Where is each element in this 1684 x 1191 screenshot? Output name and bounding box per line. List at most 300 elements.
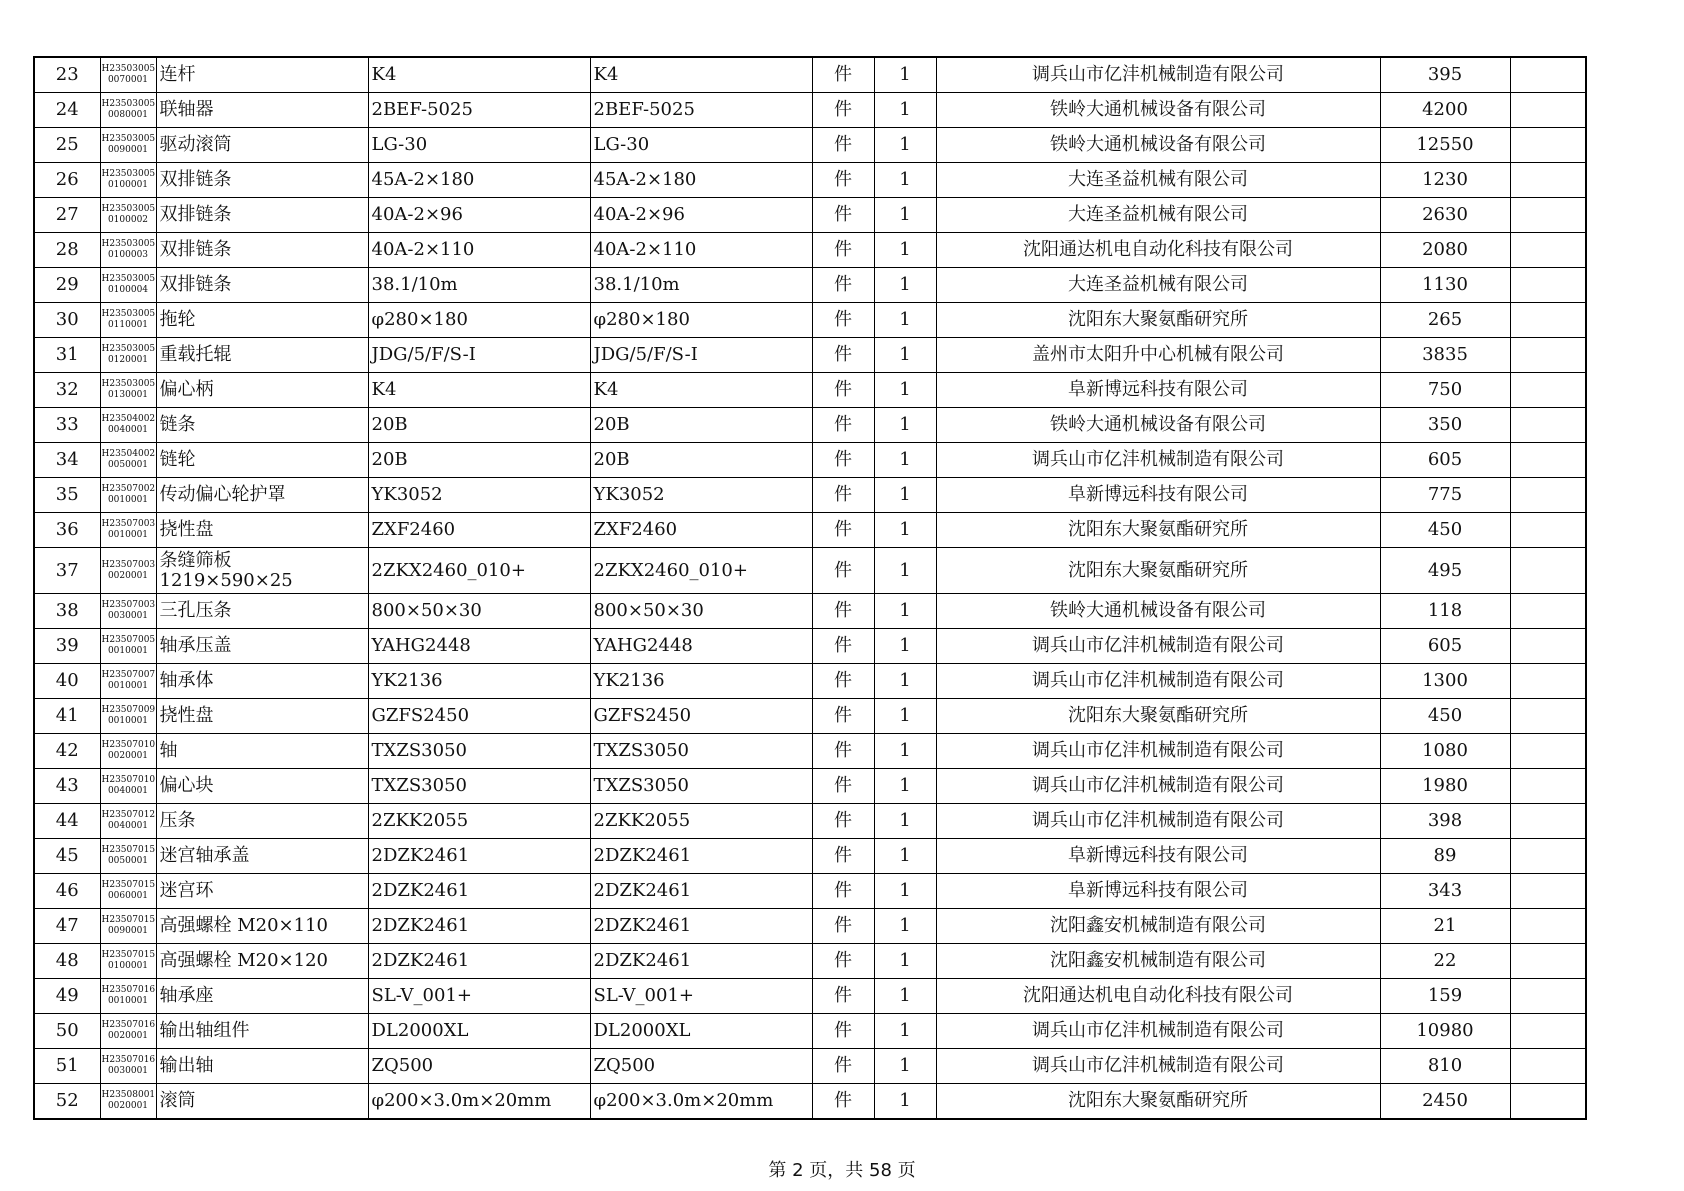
quantity-cell: 1 (874, 874, 936, 909)
part-name-cell: 双排链条 (156, 198, 368, 233)
material-code-cell (100, 338, 156, 373)
price-cell: 12550 (1380, 128, 1510, 163)
material-code-part: 0130001 (107, 390, 149, 400)
material-code-cell (100, 408, 156, 443)
table-row (34, 198, 1586, 233)
supplier-cell: 调兵山市亿沣机械制造有限公司 (936, 629, 1380, 664)
material-code-part: H23507003 (101, 600, 156, 610)
material-code-part: H23503005 (101, 99, 156, 109)
supplier-cell: 调兵山市亿沣机械制造有限公司 (936, 1014, 1380, 1049)
material-code-part: 0040001 (107, 425, 149, 435)
model-cell: 45A-2×180 (590, 163, 812, 198)
table-row (34, 478, 1586, 513)
supplier-cell: 调兵山市亿沣机械制造有限公司 (936, 734, 1380, 769)
quantity-cell: 1 (874, 478, 936, 513)
table-row (34, 233, 1586, 268)
model-cell: 40A-2×110 (590, 233, 812, 268)
price-cell: 450 (1380, 699, 1510, 734)
supplier-cell: 大连圣益机械有限公司 (936, 268, 1380, 303)
price-cell: 265 (1380, 303, 1510, 338)
row-number-cell: 27 (34, 198, 100, 233)
quantity-cell: 1 (874, 804, 936, 839)
material-code-cell (100, 629, 156, 664)
quantity-cell: 1 (874, 93, 936, 128)
material-code-part: H23507012 (101, 810, 156, 820)
price-cell: 89 (1380, 839, 1510, 874)
supplier-cell: 阜新博远科技有限公司 (936, 874, 1380, 909)
price-cell: 2450 (1380, 1084, 1510, 1120)
row-number-cell: 49 (34, 979, 100, 1014)
spec-cell: ZXF2460 (368, 513, 590, 548)
quantity-cell: 1 (874, 769, 936, 804)
material-code-cell (100, 1084, 156, 1120)
material-code-part: 0040001 (107, 786, 149, 796)
quantity-cell: 1 (874, 944, 936, 979)
part-name-cell: 传动偏心轮护罩 (156, 478, 368, 513)
spec-cell: 2DZK2461 (368, 874, 590, 909)
note-cell (1510, 93, 1586, 128)
supplier-cell: 大连圣益机械有限公司 (936, 163, 1380, 198)
model-cell: YK2136 (590, 664, 812, 699)
part-name-cell: 高强螺栓 M20×120 (156, 944, 368, 979)
quantity-cell: 1 (874, 198, 936, 233)
material-code-cell (100, 513, 156, 548)
unit-cell: 件 (812, 909, 874, 944)
model-cell: LG-30 (590, 128, 812, 163)
supplier-cell: 阜新博远科技有限公司 (936, 839, 1380, 874)
material-code-cell (100, 944, 156, 979)
note-cell (1510, 443, 1586, 478)
material-code-cell (100, 233, 156, 268)
supplier-cell: 沈阳东大聚氨酯研究所 (936, 303, 1380, 338)
model-cell: 2BEF-5025 (590, 93, 812, 128)
model-cell: 2ZKK2055 (590, 804, 812, 839)
part-name-cell: 重载托辊 (156, 338, 368, 373)
supplier-cell: 沈阳通达机电自动化科技有限公司 (936, 979, 1380, 1014)
table-row (34, 443, 1586, 478)
price-cell: 1980 (1380, 769, 1510, 804)
row-number-cell: 50 (34, 1014, 100, 1049)
unit-cell: 件 (812, 57, 874, 93)
unit-cell: 件 (812, 338, 874, 373)
note-cell (1510, 198, 1586, 233)
model-cell: TXZS3050 (590, 734, 812, 769)
row-number-cell: 52 (34, 1084, 100, 1120)
row-number-cell: 47 (34, 909, 100, 944)
price-cell: 750 (1380, 373, 1510, 408)
price-cell: 810 (1380, 1049, 1510, 1084)
table-row (34, 1084, 1586, 1120)
table-row (34, 699, 1586, 734)
quantity-cell: 1 (874, 734, 936, 769)
material-code-cell (100, 699, 156, 734)
material-code-cell (100, 373, 156, 408)
part-name-cell: 连杆 (156, 57, 368, 93)
table-row (34, 57, 1586, 93)
quantity-cell: 1 (874, 443, 936, 478)
material-code-part: 0090001 (107, 145, 149, 155)
row-number-cell: 23 (34, 57, 100, 93)
model-cell: 2ZKX2460_010+ (590, 548, 812, 594)
model-cell: ZXF2460 (590, 513, 812, 548)
table-row (34, 769, 1586, 804)
material-code-part: 0070001 (107, 75, 149, 85)
quantity-cell: 1 (874, 373, 936, 408)
row-number-cell: 38 (34, 594, 100, 629)
price-cell: 2630 (1380, 198, 1510, 233)
material-code-part: H23507016 (101, 1020, 156, 1030)
material-code-part: 0040001 (107, 821, 149, 831)
part-name-cell: 轴 (156, 734, 368, 769)
material-code-part: H23507009 (101, 705, 156, 715)
material-code-part: 0010001 (107, 681, 149, 691)
row-number-cell: 25 (34, 128, 100, 163)
note-cell (1510, 594, 1586, 629)
model-cell: 2DZK2461 (590, 909, 812, 944)
material-code-part: 0020001 (107, 1101, 149, 1111)
spec-cell: JDG/5/F/S-I (368, 338, 590, 373)
row-number-cell: 43 (34, 769, 100, 804)
price-cell: 159 (1380, 979, 1510, 1014)
table-row (34, 804, 1586, 839)
supplier-cell: 调兵山市亿沣机械制造有限公司 (936, 769, 1380, 804)
row-number-cell: 46 (34, 874, 100, 909)
note-cell (1510, 769, 1586, 804)
model-cell: 38.1/10m (590, 268, 812, 303)
model-cell: φ280×180 (590, 303, 812, 338)
table-row (34, 128, 1586, 163)
table-row (34, 594, 1586, 629)
model-cell: TXZS3050 (590, 769, 812, 804)
note-cell (1510, 57, 1586, 93)
spec-cell: 38.1/10m (368, 268, 590, 303)
supplier-cell: 调兵山市亿沣机械制造有限公司 (936, 664, 1380, 699)
row-number-cell: 41 (34, 699, 100, 734)
spec-cell: ZQ500 (368, 1049, 590, 1084)
material-code-part: H23503005 (101, 64, 156, 74)
unit-cell: 件 (812, 128, 874, 163)
quantity-cell: 1 (874, 303, 936, 338)
spec-cell: YAHG2448 (368, 629, 590, 664)
spec-cell: 800×50×30 (368, 594, 590, 629)
material-code-part: H23507016 (101, 1055, 156, 1065)
note-cell (1510, 979, 1586, 1014)
table-row (34, 979, 1586, 1014)
unit-cell: 件 (812, 443, 874, 478)
material-code-part: H23503005 (101, 134, 156, 144)
material-code-cell (100, 909, 156, 944)
price-cell: 398 (1380, 804, 1510, 839)
unit-cell: 件 (812, 699, 874, 734)
supplier-cell: 沈阳东大聚氨酯研究所 (936, 1084, 1380, 1120)
material-code-part: H23507015 (101, 950, 156, 960)
price-cell: 1230 (1380, 163, 1510, 198)
spec-cell: DL2000XL (368, 1014, 590, 1049)
quantity-cell: 1 (874, 594, 936, 629)
note-cell (1510, 804, 1586, 839)
price-cell: 350 (1380, 408, 1510, 443)
note-cell (1510, 338, 1586, 373)
part-name-cell: 链轮 (156, 443, 368, 478)
material-code-part: H23508001 (101, 1090, 156, 1100)
note-cell (1510, 1014, 1586, 1049)
unit-cell: 件 (812, 198, 874, 233)
spec-cell: 2ZKK2055 (368, 804, 590, 839)
spec-cell: K4 (368, 373, 590, 408)
unit-cell: 件 (812, 839, 874, 874)
spec-cell: YK3052 (368, 478, 590, 513)
part-name-cell: 拖轮 (156, 303, 368, 338)
material-code-part: H23504002 (101, 449, 156, 459)
model-cell: K4 (590, 373, 812, 408)
supplier-cell: 铁岭大通机械设备有限公司 (936, 408, 1380, 443)
material-code-part: H23507003 (101, 559, 156, 570)
table-body (34, 57, 1586, 1119)
table-row (34, 338, 1586, 373)
row-number-cell: 34 (34, 443, 100, 478)
note-cell (1510, 909, 1586, 944)
material-code-part: H23507015 (101, 915, 156, 925)
model-cell: 2DZK2461 (590, 944, 812, 979)
material-code-cell (100, 128, 156, 163)
model-cell: ZQ500 (590, 1049, 812, 1084)
spec-cell: 2DZK2461 (368, 839, 590, 874)
supplier-cell: 沈阳东大聚氨酯研究所 (936, 513, 1380, 548)
material-code-cell (100, 443, 156, 478)
supplier-cell: 沈阳东大聚氨酯研究所 (936, 699, 1380, 734)
material-code-part: H23507010 (101, 740, 156, 750)
unit-cell: 件 (812, 93, 874, 128)
note-cell (1510, 874, 1586, 909)
note-cell (1510, 699, 1586, 734)
material-code-part: 0020001 (107, 570, 149, 581)
quantity-cell: 1 (874, 268, 936, 303)
supplier-cell: 调兵山市亿沣机械制造有限公司 (936, 57, 1380, 93)
note-cell (1510, 303, 1586, 338)
unit-cell: 件 (812, 233, 874, 268)
row-number-cell: 39 (34, 629, 100, 664)
row-number-cell: 37 (34, 548, 100, 594)
model-cell: 20B (590, 408, 812, 443)
part-name-cell: 高强螺栓 M20×110 (156, 909, 368, 944)
spec-cell: φ280×180 (368, 303, 590, 338)
price-cell: 343 (1380, 874, 1510, 909)
material-code-cell (100, 1014, 156, 1049)
price-cell: 22 (1380, 944, 1510, 979)
note-cell (1510, 268, 1586, 303)
note-cell (1510, 408, 1586, 443)
material-code-part: 0010001 (107, 996, 149, 1006)
material-code-cell (100, 268, 156, 303)
quantity-cell: 1 (874, 163, 936, 198)
material-code-part: 0060001 (107, 891, 149, 901)
material-code-part: 0050001 (107, 856, 149, 866)
material-code-part: 0080001 (107, 110, 149, 120)
quantity-cell: 1 (874, 128, 936, 163)
material-code-cell (100, 1049, 156, 1084)
price-cell: 21 (1380, 909, 1510, 944)
model-cell: 2DZK2461 (590, 839, 812, 874)
material-code-part: H23503005 (101, 169, 156, 179)
note-cell (1510, 944, 1586, 979)
supplier-cell: 沈阳鑫安机械制造有限公司 (936, 944, 1380, 979)
material-code-part: 0100003 (107, 250, 149, 260)
model-cell: 40A-2×96 (590, 198, 812, 233)
table-row (34, 163, 1586, 198)
part-name-cell: 压条 (156, 804, 368, 839)
material-code-cell (100, 57, 156, 93)
table-row (34, 93, 1586, 128)
material-code-part: H23507005 (101, 635, 156, 645)
row-number-cell: 28 (34, 233, 100, 268)
part-name-cell: 输出轴组件 (156, 1014, 368, 1049)
spec-cell: LG-30 (368, 128, 590, 163)
quantity-cell: 1 (874, 629, 936, 664)
row-number-cell: 32 (34, 373, 100, 408)
material-code-part: 0100004 (107, 285, 149, 295)
material-code-part: H23503005 (101, 239, 156, 249)
quantity-cell: 1 (874, 1014, 936, 1049)
row-number-cell: 24 (34, 93, 100, 128)
material-code-part: 0020001 (107, 1031, 149, 1041)
note-cell (1510, 1049, 1586, 1084)
material-code-part: H23503005 (101, 344, 156, 354)
quantity-cell: 1 (874, 909, 936, 944)
material-code-cell (100, 163, 156, 198)
material-code-part: 0010001 (107, 646, 149, 656)
material-code-part: 0120001 (107, 355, 149, 365)
part-name-cell: 输出轴 (156, 1049, 368, 1084)
spec-cell: 20B (368, 408, 590, 443)
material-code-part: H23507002 (101, 484, 156, 494)
supplier-cell: 阜新博远科技有限公司 (936, 478, 1380, 513)
spec-cell: TXZS3050 (368, 769, 590, 804)
material-code-part: H23507016 (101, 985, 156, 995)
material-code-cell (100, 303, 156, 338)
table-row (34, 303, 1586, 338)
unit-cell: 件 (812, 513, 874, 548)
part-name-cell: 轴承座 (156, 979, 368, 1014)
row-number-cell: 36 (34, 513, 100, 548)
material-code-cell (100, 93, 156, 128)
material-code-cell (100, 769, 156, 804)
supplier-cell: 铁岭大通机械设备有限公司 (936, 594, 1380, 629)
material-code-part: 0110001 (107, 320, 149, 330)
price-cell: 495 (1380, 548, 1510, 594)
model-cell: DL2000XL (590, 1014, 812, 1049)
unit-cell: 件 (812, 408, 874, 443)
unit-cell: 件 (812, 373, 874, 408)
table-row (34, 1014, 1586, 1049)
material-code-part: 0100001 (107, 961, 149, 971)
material-code-part: H23507003 (101, 519, 156, 529)
unit-cell: 件 (812, 1014, 874, 1049)
material-code-part: 0090001 (107, 926, 149, 936)
quantity-cell: 1 (874, 513, 936, 548)
table-row (34, 734, 1586, 769)
spec-cell: 45A-2×180 (368, 163, 590, 198)
spec-cell: 40A-2×96 (368, 198, 590, 233)
page-footer: 第 2 页，共 58 页 (768, 1160, 916, 1181)
unit-cell: 件 (812, 664, 874, 699)
note-cell (1510, 373, 1586, 408)
part-name-cell: 滚筒 (156, 1084, 368, 1120)
material-code-part: H23507007 (101, 670, 156, 680)
model-cell: 20B (590, 443, 812, 478)
spec-cell: 2DZK2461 (368, 944, 590, 979)
model-cell: 2DZK2461 (590, 874, 812, 909)
quantity-cell: 1 (874, 664, 936, 699)
material-code-part: 0050001 (107, 460, 149, 470)
spec-cell: 40A-2×110 (368, 233, 590, 268)
supplier-cell: 调兵山市亿沣机械制造有限公司 (936, 443, 1380, 478)
material-code-part: H23503005 (101, 274, 156, 284)
supplier-cell: 调兵山市亿沣机械制造有限公司 (936, 804, 1380, 839)
part-name-cell: 双排链条 (156, 233, 368, 268)
unit-cell: 件 (812, 769, 874, 804)
material-code-part: H23503005 (101, 309, 156, 319)
unit-cell: 件 (812, 629, 874, 664)
quantity-cell: 1 (874, 1084, 936, 1120)
note-cell (1510, 233, 1586, 268)
table-row (34, 839, 1586, 874)
row-number-cell: 35 (34, 478, 100, 513)
row-number-cell: 40 (34, 664, 100, 699)
supplier-cell: 铁岭大通机械设备有限公司 (936, 93, 1380, 128)
price-cell: 1300 (1380, 664, 1510, 699)
unit-cell: 件 (812, 548, 874, 594)
model-cell: SL-V_001+ (590, 979, 812, 1014)
part-name-cell: 轴承压盖 (156, 629, 368, 664)
table-row (34, 909, 1586, 944)
supplier-cell: 阜新博远科技有限公司 (936, 373, 1380, 408)
part-name-cell: 偏心块 (156, 769, 368, 804)
parts-table (33, 56, 1587, 1120)
part-name-cell: 链条 (156, 408, 368, 443)
row-number-cell: 44 (34, 804, 100, 839)
price-cell: 605 (1380, 629, 1510, 664)
row-number-cell: 42 (34, 734, 100, 769)
supplier-cell: 盖州市太阳升中心机械有限公司 (936, 338, 1380, 373)
supplier-cell: 沈阳通达机电自动化科技有限公司 (936, 233, 1380, 268)
part-name-cell: 条缝筛板 1219×590×25 (156, 548, 368, 594)
material-code-part: 0010001 (107, 716, 149, 726)
price-cell: 395 (1380, 57, 1510, 93)
material-code-part: H23504002 (101, 414, 156, 424)
part-name-cell: 偏心柄 (156, 373, 368, 408)
spec-cell: TXZS3050 (368, 734, 590, 769)
material-code-cell (100, 478, 156, 513)
model-cell: JDG/5/F/S-I (590, 338, 812, 373)
row-number-cell: 33 (34, 408, 100, 443)
row-number-cell: 26 (34, 163, 100, 198)
note-cell (1510, 664, 1586, 699)
material-code-part: H23507010 (101, 775, 156, 785)
part-name-cell: 迷宫轴承盖 (156, 839, 368, 874)
row-number-cell: 29 (34, 268, 100, 303)
table-row (34, 664, 1586, 699)
material-code-part: 0010001 (107, 495, 149, 505)
row-number-cell: 51 (34, 1049, 100, 1084)
unit-cell: 件 (812, 944, 874, 979)
material-code-cell (100, 734, 156, 769)
quantity-cell: 1 (874, 408, 936, 443)
model-cell: YK3052 (590, 478, 812, 513)
row-number-cell: 48 (34, 944, 100, 979)
spec-cell: K4 (368, 57, 590, 93)
spec-cell: 2BEF-5025 (368, 93, 590, 128)
note-cell (1510, 513, 1586, 548)
